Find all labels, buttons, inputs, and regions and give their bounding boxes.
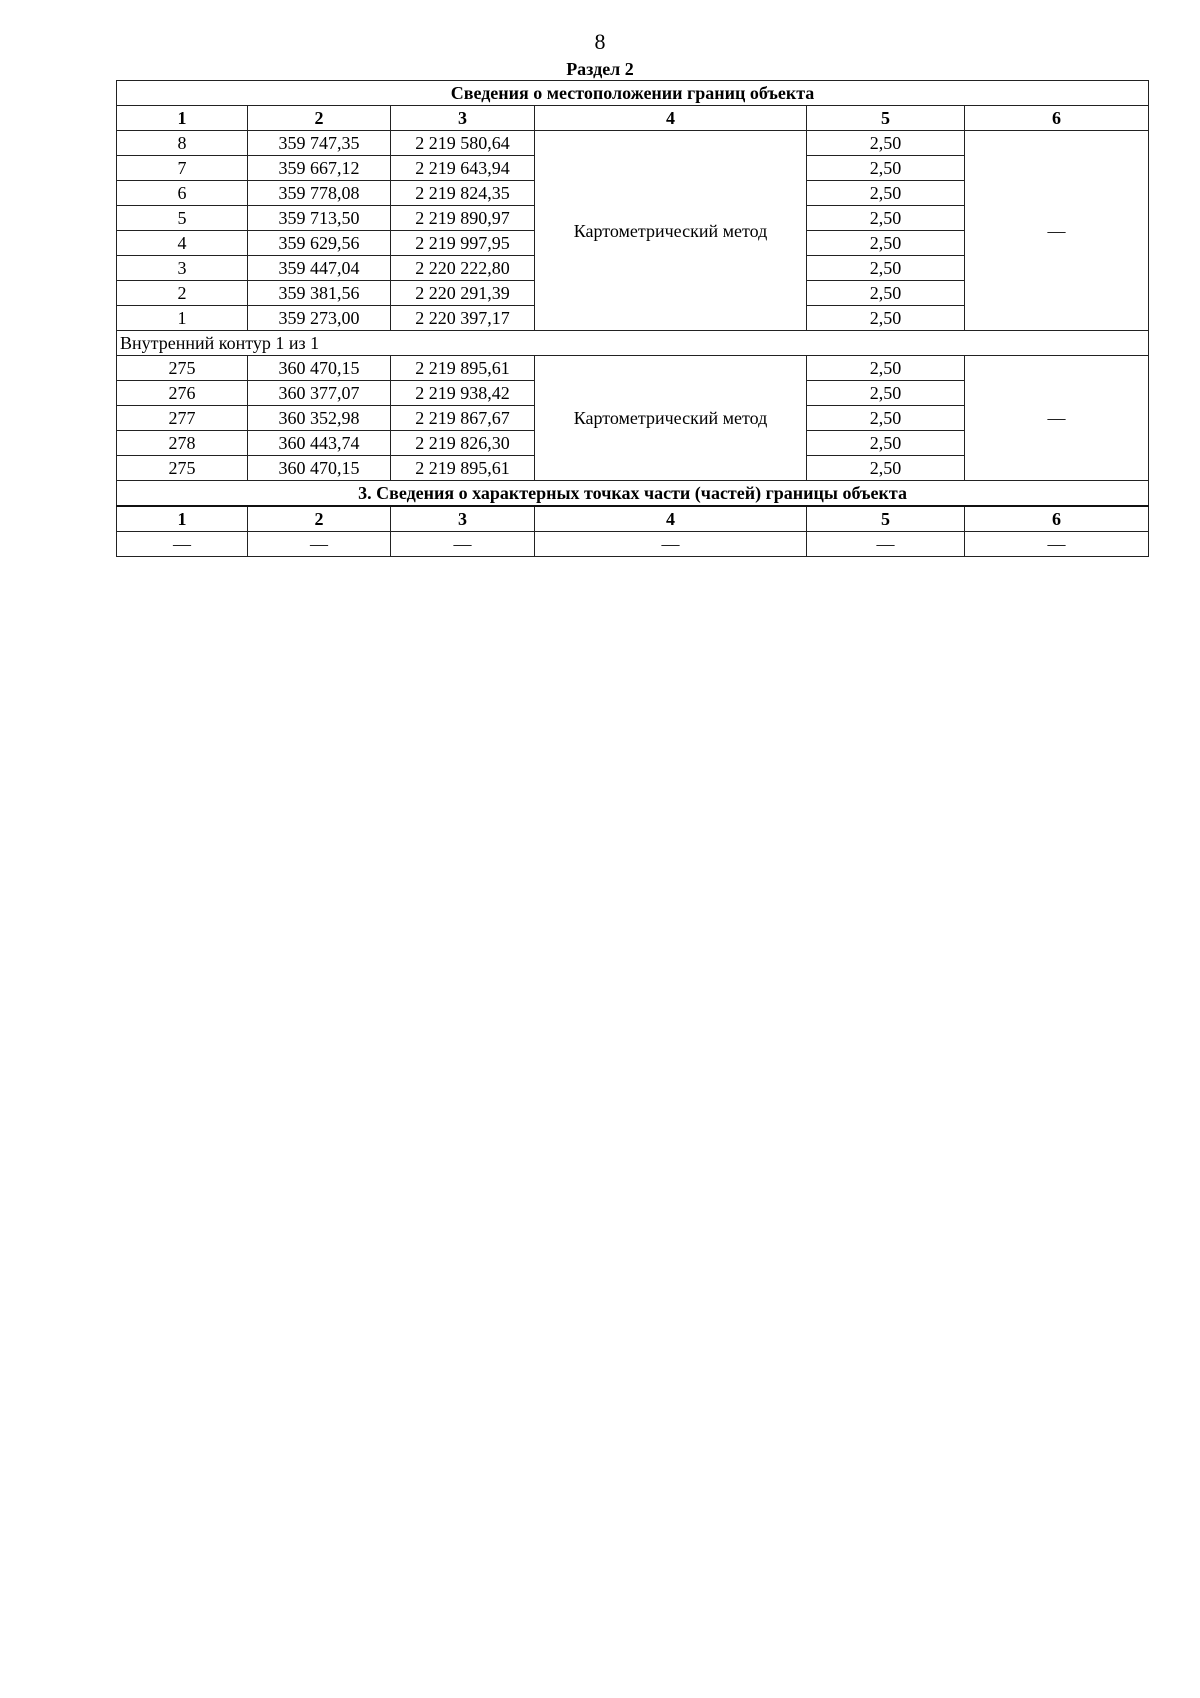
point-number: 4: [117, 231, 248, 256]
accuracy: 2,50: [807, 231, 965, 256]
empty-value-cell: —: [535, 532, 807, 557]
column-header: 2: [248, 106, 391, 131]
coordinate-y: 2 219 890,97: [391, 206, 535, 231]
point-number: 276: [117, 381, 248, 406]
col6-cell: —: [965, 131, 1149, 331]
coordinate-x: 359 713,50: [248, 206, 391, 231]
coordinate-y: 2 219 824,35: [391, 181, 535, 206]
coordinate-y: 2 219 580,64: [391, 131, 535, 156]
method-cell: Картометрический метод: [535, 356, 807, 481]
point-number: 2: [117, 281, 248, 306]
accuracy: 2,50: [807, 381, 965, 406]
page-number: 8: [594, 29, 606, 54]
column-header-row: [117, 106, 1149, 131]
table-title: Сведения о местоположении границ объекта: [117, 81, 1149, 106]
coordinate-x: 360 443,74: [248, 431, 391, 456]
point-number: 6: [117, 181, 248, 206]
section3-title: 3. Сведения о характерных точках части (частей) границы объекта: [117, 481, 1149, 507]
column-header: 2: [248, 506, 391, 532]
table-row: [117, 131, 1149, 156]
table-row: [117, 356, 1149, 381]
coordinate-y: 2 220 291,39: [391, 281, 535, 306]
accuracy: 2,50: [807, 431, 965, 456]
point-number: 278: [117, 431, 248, 456]
coordinate-x: 360 470,15: [248, 356, 391, 381]
point-number: 3: [117, 256, 248, 281]
empty-value-cell: —: [391, 532, 535, 557]
column-header: 6: [965, 506, 1149, 532]
coordinate-x: 359 273,00: [248, 306, 391, 331]
empty-value-cell: —: [248, 532, 391, 557]
accuracy: 2,50: [807, 206, 965, 231]
coordinate-x: 359 667,12: [248, 156, 391, 181]
inner-contour-label: Внутренний контур 1 из 1: [117, 331, 1149, 356]
section3-title-row: [117, 481, 1149, 507]
coordinate-y: 2 219 826,30: [391, 431, 535, 456]
table-row: [117, 532, 1149, 557]
coordinate-y: 2 219 938,42: [391, 381, 535, 406]
inner-contour-label-row: [117, 331, 1149, 356]
coordinate-y: 2 219 895,61: [391, 456, 535, 481]
boundary-table: [116, 80, 1149, 557]
coordinate-x: 359 381,56: [248, 281, 391, 306]
accuracy: 2,50: [807, 356, 965, 381]
section3-header-row: [117, 506, 1149, 532]
column-header: 4: [535, 506, 807, 532]
table-title-row: [117, 81, 1149, 106]
column-header: 3: [391, 506, 535, 532]
coordinate-y: 2 219 997,95: [391, 231, 535, 256]
column-header: 1: [117, 106, 248, 131]
empty-value-cell: —: [807, 532, 965, 557]
empty-value-cell: —: [117, 532, 248, 557]
column-header: 4: [535, 106, 807, 131]
column-header: 1: [117, 506, 248, 532]
column-header: 5: [807, 506, 965, 532]
accuracy: 2,50: [807, 131, 965, 156]
empty-value-cell: —: [965, 532, 1149, 557]
column-header: 5: [807, 106, 965, 131]
coordinate-x: 360 377,07: [248, 381, 391, 406]
point-number: 8: [117, 131, 248, 156]
coordinate-y: 2 220 222,80: [391, 256, 535, 281]
coordinate-x: 359 747,35: [248, 131, 391, 156]
method-cell: Картометрический метод: [535, 131, 807, 331]
accuracy: 2,50: [807, 181, 965, 206]
coordinate-y: 2 220 397,17: [391, 306, 535, 331]
coordinate-x: 359 778,08: [248, 181, 391, 206]
point-number: 1: [117, 306, 248, 331]
accuracy: 2,50: [807, 256, 965, 281]
accuracy: 2,50: [807, 281, 965, 306]
accuracy: 2,50: [807, 306, 965, 331]
coordinate-y: 2 219 643,94: [391, 156, 535, 181]
accuracy: 2,50: [807, 456, 965, 481]
point-number: 7: [117, 156, 248, 181]
col6-cell: —: [965, 356, 1149, 481]
coordinate-y: 2 219 867,67: [391, 406, 535, 431]
accuracy: 2,50: [807, 156, 965, 181]
section-title: Раздел 2: [566, 59, 634, 79]
point-number: 277: [117, 406, 248, 431]
coordinate-x: 359 629,56: [248, 231, 391, 256]
point-number: 275: [117, 456, 248, 481]
point-number: 275: [117, 356, 248, 381]
coordinate-x: 360 352,98: [248, 406, 391, 431]
coordinate-y: 2 219 895,61: [391, 356, 535, 381]
coordinate-x: 360 470,15: [248, 456, 391, 481]
accuracy: 2,50: [807, 406, 965, 431]
coordinate-x: 359 447,04: [248, 256, 391, 281]
column-header: 6: [965, 106, 1149, 131]
point-number: 5: [117, 206, 248, 231]
column-header: 3: [391, 106, 535, 131]
